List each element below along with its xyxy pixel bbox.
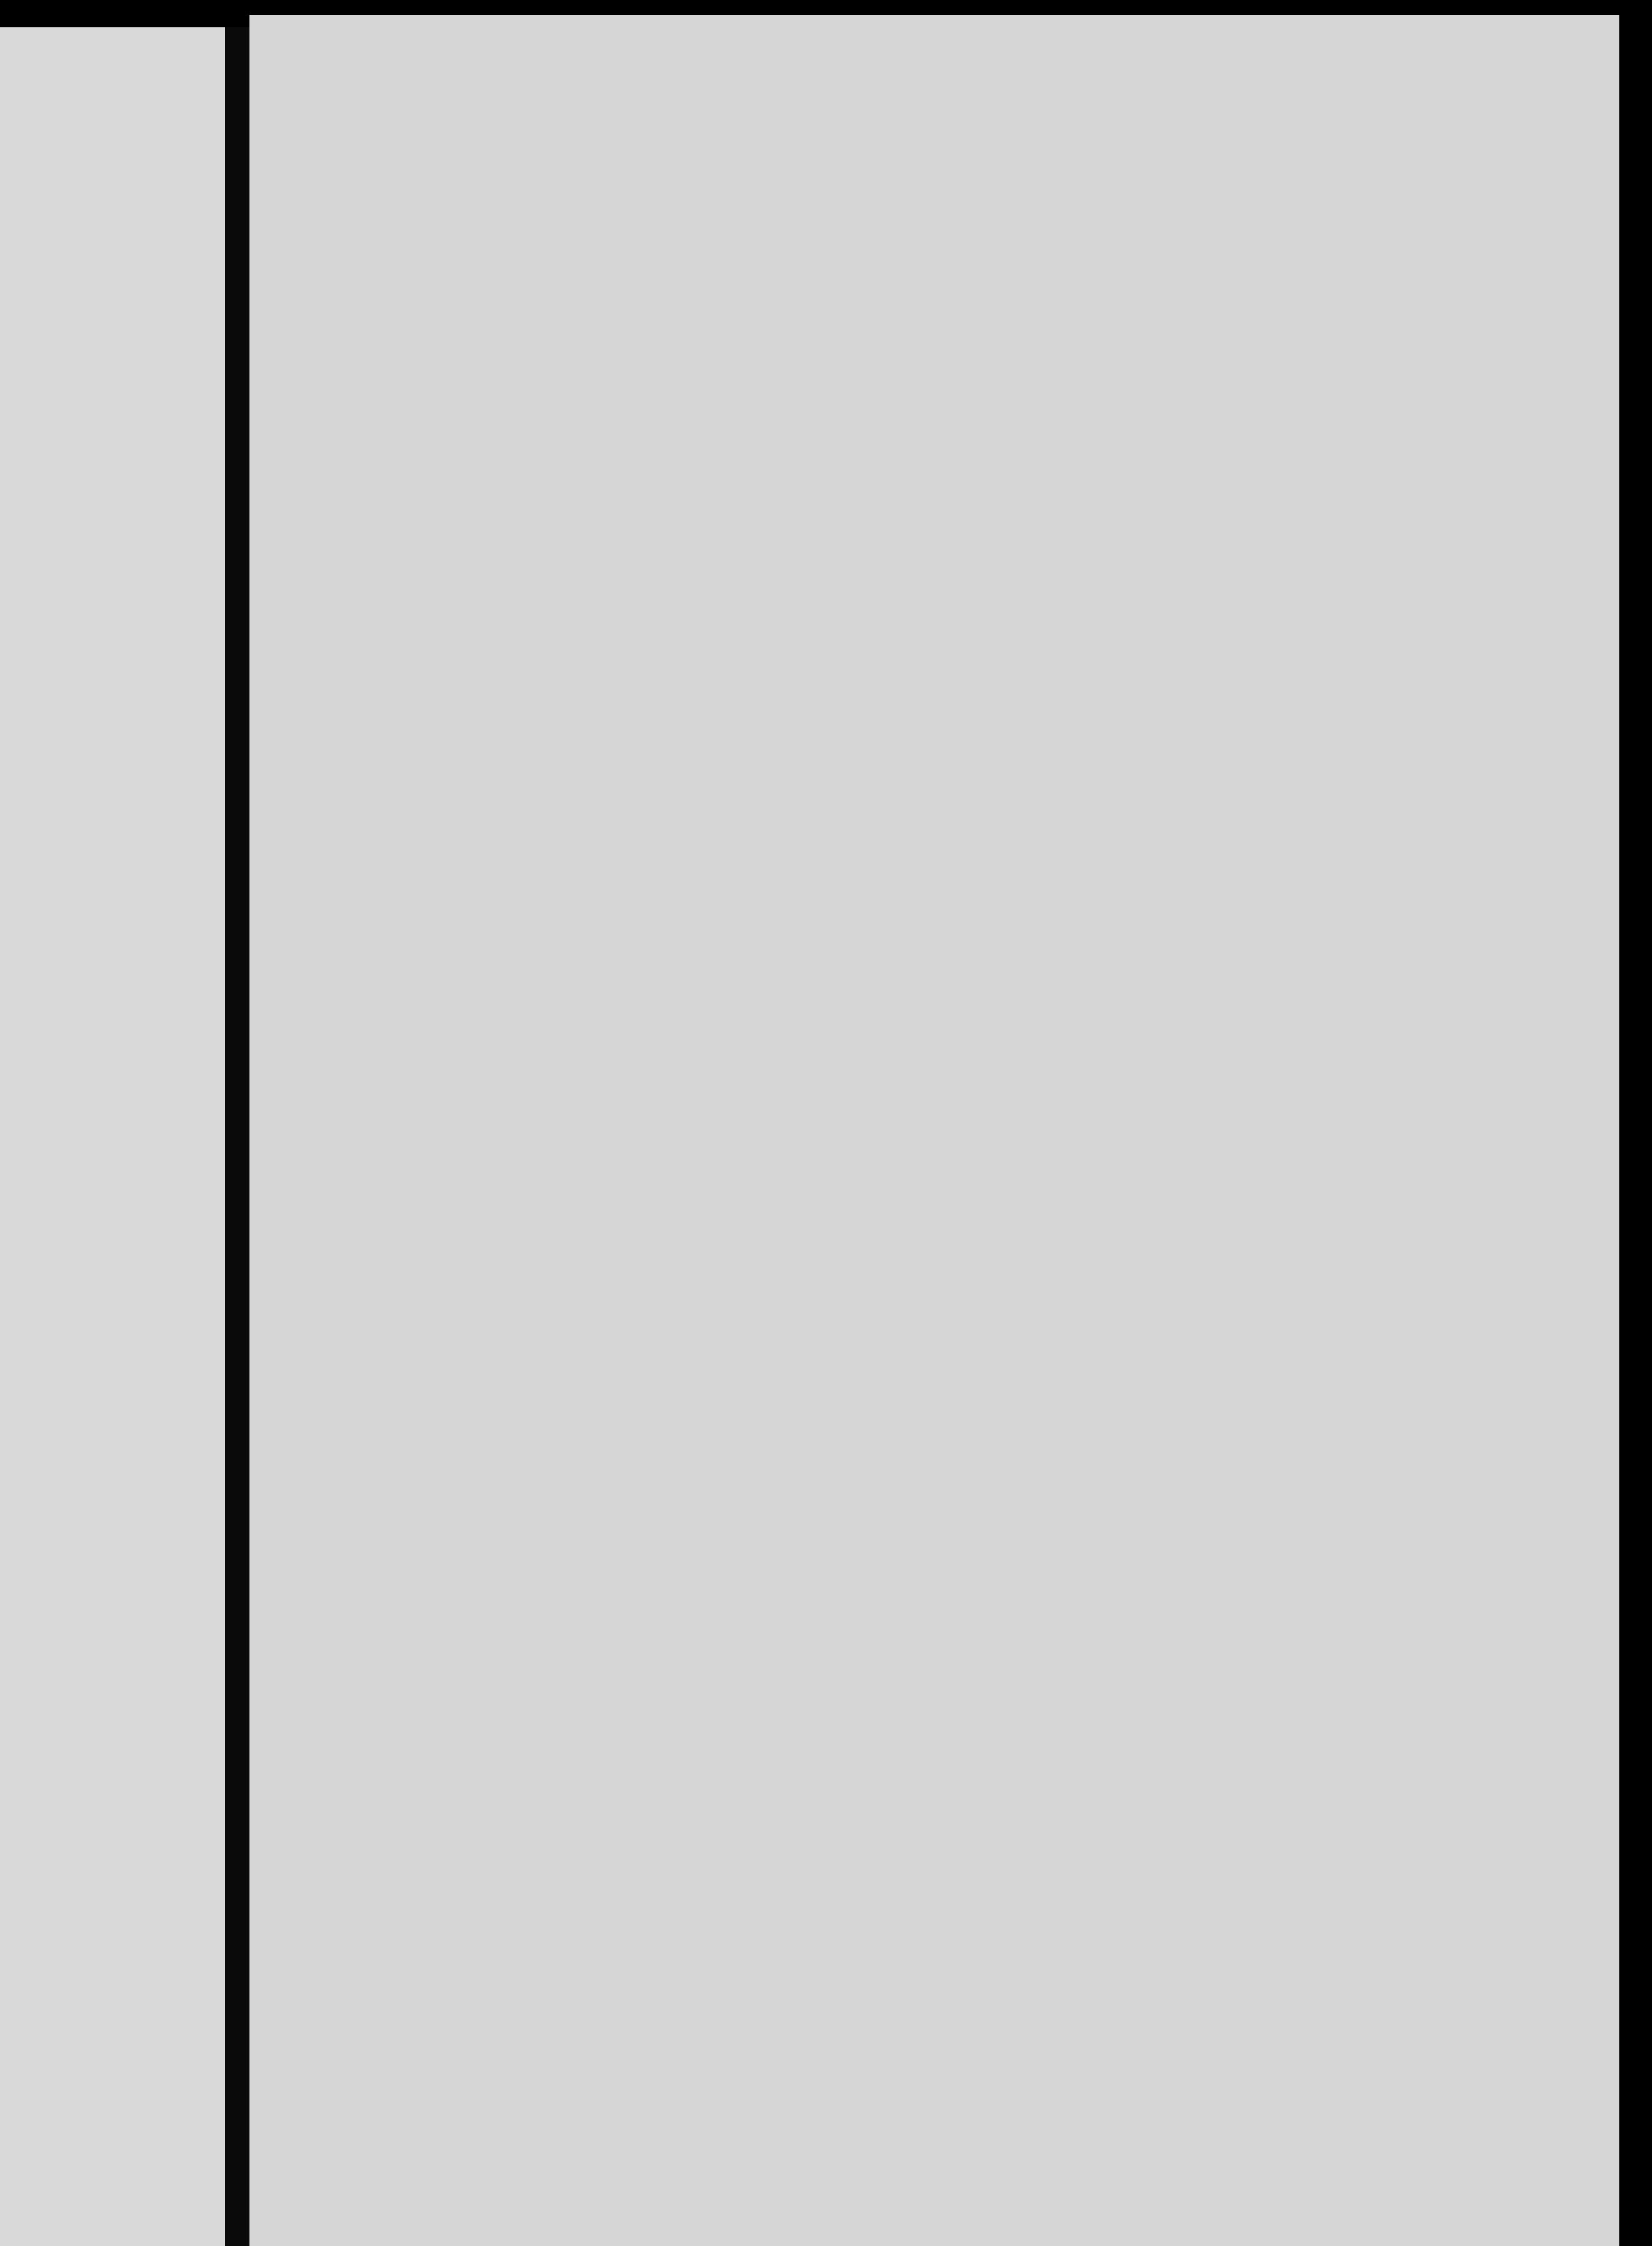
facing-page-edge [0, 27, 225, 2246]
page [249, 15, 1619, 2246]
right-border [1619, 0, 1652, 2246]
book-gutter [225, 27, 249, 2246]
